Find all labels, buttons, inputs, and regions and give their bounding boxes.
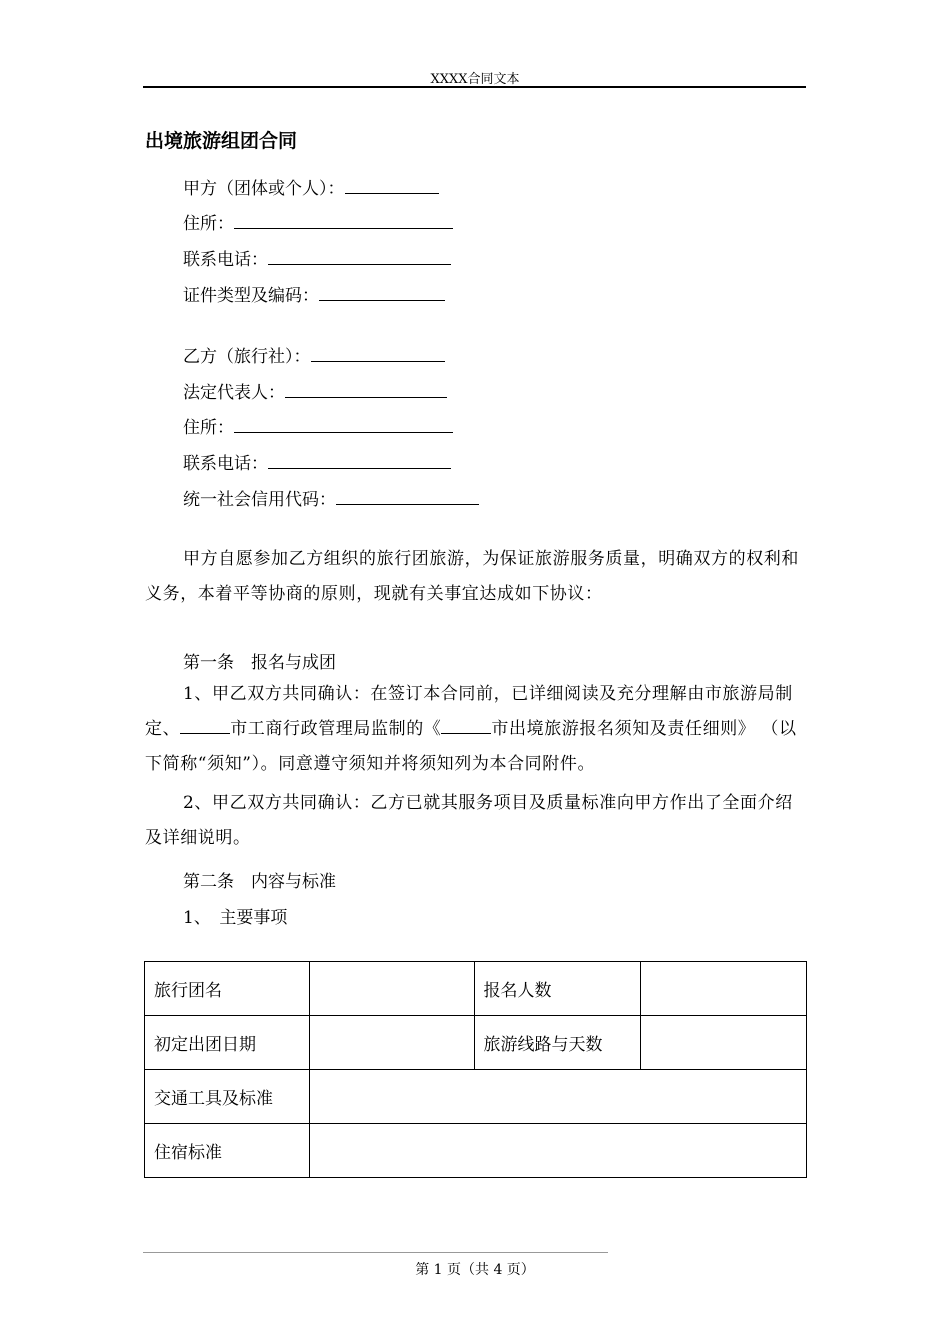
footer-rule	[143, 1252, 608, 1253]
table-row	[145, 1016, 807, 1070]
party-b-name-blank[interactable]	[311, 345, 445, 362]
party-b-phone-blank[interactable]	[268, 452, 451, 469]
party-b-address-blank[interactable]	[234, 416, 453, 433]
document-title: 出境旅游组团合同	[145, 130, 298, 152]
party-b-credit-label: 统一社会信用代码：	[183, 490, 336, 510]
clause1-part-b: 市工商行政管理局监制的《	[230, 719, 442, 739]
party-a-address-label: 住所：	[183, 214, 234, 234]
party-a-id-field	[183, 284, 445, 308]
article2-sub1: 1、 主要事项	[183, 908, 288, 928]
headcount-cell[interactable]	[641, 962, 807, 1016]
party-b-phone-field	[183, 452, 451, 476]
intro-paragraph	[145, 542, 807, 612]
clause1-part-c: 市出境旅游报名须知及责任细则》 （以下简称“须知”）。同意遵守须知并将须知列为本合同附件。	[145, 719, 797, 774]
party-a-name-field	[183, 177, 439, 201]
party-a-name-label: 甲方（团体或个人）：	[183, 179, 345, 199]
party-a-phone-blank[interactable]	[268, 248, 451, 265]
city-blank-2[interactable]	[441, 717, 491, 734]
lodging-cell[interactable]	[309, 1124, 806, 1178]
party-a-address-field	[183, 212, 453, 236]
article2-heading: 第二条 内容与标准	[183, 872, 336, 892]
party-a-phone-label: 联系电话：	[183, 250, 268, 270]
party-a-id-label: 证件类型及编码：	[183, 286, 319, 306]
article1-clause1-text	[145, 677, 807, 782]
party-b-credit-field	[183, 488, 479, 512]
party-b-rep-blank[interactable]	[285, 381, 447, 398]
article1-clause2-text: 2、甲乙双方共同确认：乙方已就其服务项目及质量标准向甲方作出了全面介绍及详细说明。	[145, 793, 793, 848]
main-items-table	[144, 961, 807, 1178]
article1-clause2	[145, 786, 807, 856]
party-b-phone-label: 联系电话：	[183, 454, 268, 474]
party-b-address-label: 住所：	[183, 418, 234, 438]
lodging-label: 住宿标准	[145, 1124, 310, 1178]
party-a-id-blank[interactable]	[319, 284, 445, 301]
party-b-rep-field	[183, 381, 447, 405]
party-a-address-blank[interactable]	[234, 212, 453, 229]
party-a-phone-field	[183, 248, 451, 272]
article1-heading: 第一条 报名与成团	[183, 653, 336, 673]
transport-label: 交通工具及标准	[145, 1070, 310, 1124]
headcount-label: 报名人数	[474, 962, 641, 1016]
tour-name-label: 旅行团名	[145, 962, 310, 1016]
city-blank-1[interactable]	[180, 717, 230, 734]
header-rule	[143, 86, 806, 88]
table-row	[145, 1070, 807, 1124]
party-b-name-label: 乙方（旅行社）：	[183, 347, 311, 367]
party-b-rep-label: 法定代表人：	[183, 383, 285, 403]
article1-clause1	[145, 677, 807, 782]
depart-date-label: 初定出团日期	[145, 1016, 310, 1070]
party-a-name-blank[interactable]	[345, 177, 439, 194]
party-b-name-field	[183, 345, 445, 369]
running-header: XXXX合同文本	[430, 72, 520, 87]
party-b-address-field	[183, 416, 453, 440]
transport-cell[interactable]	[309, 1070, 806, 1124]
depart-date-cell[interactable]	[309, 1016, 474, 1070]
page-number: 第 1 页（共 4 页）	[415, 1262, 535, 1278]
table-row	[145, 1124, 807, 1178]
route-days-label: 旅游线路与天数	[474, 1016, 641, 1070]
tour-name-cell[interactable]	[309, 962, 474, 1016]
table-row	[145, 962, 807, 1016]
party-b-credit-blank[interactable]	[336, 488, 479, 505]
route-days-cell[interactable]	[641, 1016, 807, 1070]
intro-text: 甲方自愿参加乙方组织的旅行团旅游，为保证旅游服务质量，明确双方的权利和义务，本着平等协商的原则，现就有关事宜达成如下协议：	[145, 549, 799, 604]
clause1-part-a: 1、甲乙双方共同确认：在签订本合同前，已详细阅读及充分理解由市旅游局制定、	[145, 684, 793, 739]
